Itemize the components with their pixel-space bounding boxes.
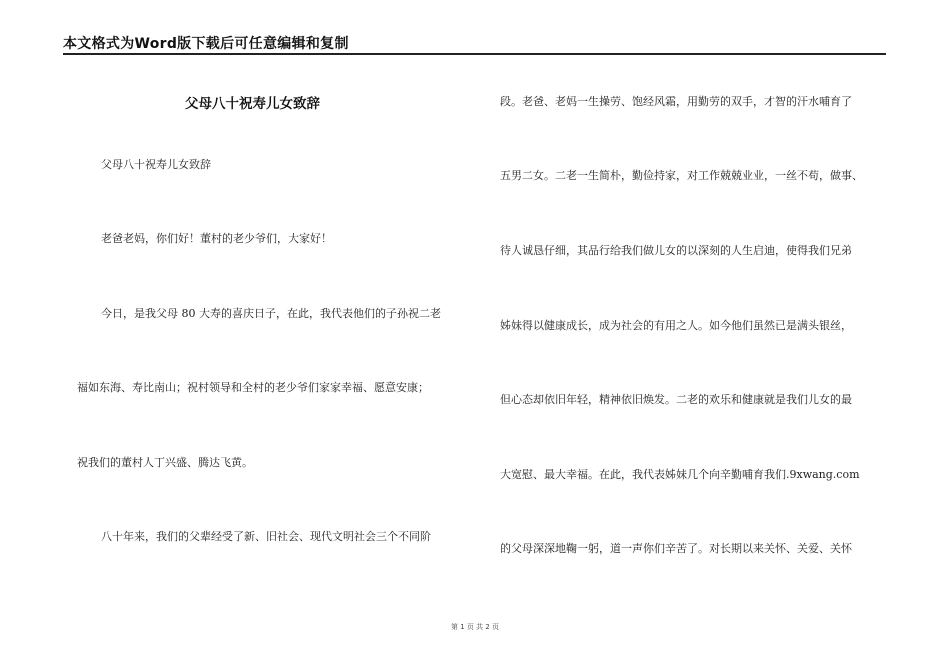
left-paragraph-line: 八十年来，我们的父辈经受了新、旧社会、现代文明社会三个不同阶 — [101, 530, 431, 543]
left-paragraph-line: 祝我们的董村人丁兴盛、腾达飞黄。 — [77, 456, 253, 469]
page-number-footer: 第 1 页 共 2 页 — [450, 623, 500, 631]
header-divider — [63, 53, 886, 55]
right-paragraph-line: 姊妹得以健康成长，成为社会的有用之人。如今他们虽然已是满头银丝， — [500, 319, 852, 332]
left-paragraph-line: 福如东海、寿比南山；祝村领导和全村的老少爷们家家幸福、愿意安康； — [77, 381, 429, 394]
right-paragraph-line: 段。老爸、老妈一生操劳、饱经风霜，用勤劳的双手，才智的汗水哺育了 — [500, 95, 852, 108]
left-paragraph-line: 老爸老妈，你们好！董村的老少爷们，大家好！ — [101, 232, 332, 245]
document-title: 父母八十祝寿儿女致辞 — [185, 96, 320, 112]
right-paragraph-line: 五男二女。二老一生简朴，勤俭持家，对工作兢兢业业，一丝不苟，做事、 — [500, 169, 863, 182]
right-paragraph-line: 的父母深深地鞠一躬，道一声你们辛苦了。对长期以来关怀、关爱、关怀 — [500, 542, 852, 555]
left-paragraph-line: 今日，是我父母 80 大寿的喜庆日子，在此，我代表他们的子孙祝二老 — [101, 307, 441, 320]
document-header-banner: 本文格式为Word版下载后可任意编辑和复制 — [63, 36, 349, 52]
right-paragraph-line: 待人诚恳仔细，其品行给我们做儿女的以深刻的人生启迪，使得我们兄弟 — [500, 244, 852, 257]
right-paragraph-line: 大宽慰、最大幸福。在此，我代表姊妹几个向辛勤哺育我们.9xwang.com — [500, 468, 860, 481]
left-paragraph-line: 父母八十祝寿儿女致辞 — [101, 158, 211, 171]
right-paragraph-line: 但心态却依旧年轻，精神依旧焕发。二老的欢乐和健康就是我们儿女的最 — [500, 393, 852, 406]
